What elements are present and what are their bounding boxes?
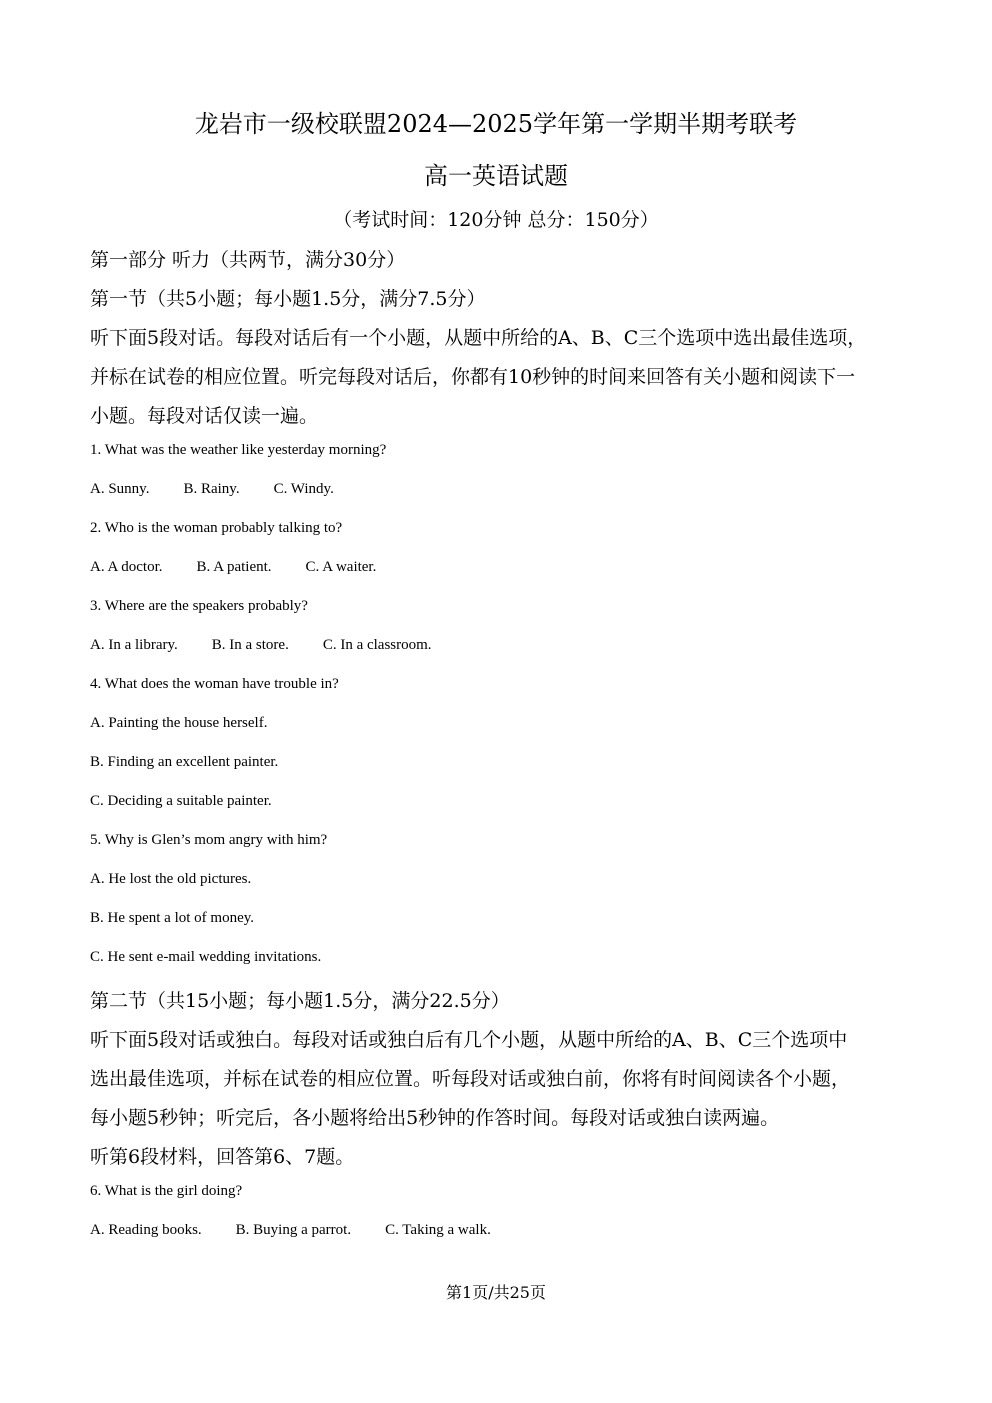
option-c: C. Windy. <box>273 481 334 497</box>
question-2-options <box>90 559 410 576</box>
option-b: B. A patient. <box>196 559 272 575</box>
section2-instruction-line: 每小题5秒钟；听完后，各小题将给出5秒钟的作答时间。每段对话或独白读两遍。 <box>90 1107 780 1129</box>
option-c: C. A waiter. <box>305 559 377 575</box>
option-c: C. Deciding a suitable painter. <box>90 793 272 809</box>
question-4: 4. What does the woman have trouble in? <box>90 676 339 692</box>
section2-instruction-line: 听下面5段对话或独白。每段对话或独白后有几个小题，从题中所给的A、B、C三个选项中 <box>90 1029 848 1051</box>
option-a: A. In a library. <box>90 637 178 653</box>
question-5: 5. Why is Glen’s mom angry with him? <box>90 832 328 848</box>
option-a: A. Painting the house herself. <box>90 715 268 731</box>
part1-heading: 第一部分 听力（共两节，满分30分） <box>90 249 406 271</box>
exam-info: （考试时间：120分钟 总分：150分） <box>333 209 659 231</box>
option-c: C. In a classroom. <box>322 637 432 653</box>
option-b: B. He spent a lot of money. <box>90 910 254 926</box>
question-1-options <box>90 481 368 498</box>
option-a: A. Reading books. <box>90 1222 202 1238</box>
page-subtitle: 高一英语试题 <box>424 162 568 190</box>
question-6-options <box>90 1222 525 1239</box>
page-number: 第1页/共25页 <box>446 1283 546 1302</box>
question-2: 2. Who is the woman probably talking to? <box>90 520 343 536</box>
option-b: B. In a store. <box>211 637 289 653</box>
option-c: C. He sent e-mail wedding invitations. <box>90 949 322 965</box>
option-a: A. He lost the old pictures. <box>90 871 252 887</box>
option-b: B. Finding an excellent painter. <box>90 754 279 770</box>
section2-instruction-line: 选出最佳选项，并标在试卷的相应位置。听每段对话或独白前，你将有时间阅读各个小题， <box>90 1068 851 1090</box>
question-3: 3. Where are the speakers probably? <box>90 598 308 614</box>
question-1: 1. What was the weather like yesterday morning? <box>90 442 387 458</box>
option-a: A. Sunny. <box>90 481 150 497</box>
option-b: B. Buying a parrot. <box>235 1222 352 1238</box>
section2-heading: 第二节（共15小题；每小题1.5分，满分22.5分） <box>90 990 510 1012</box>
material-6-heading: 听第6段材料，回答第6、7题。 <box>90 1146 355 1168</box>
question-3-options <box>90 637 466 654</box>
option-b: B. Rainy. <box>183 481 240 497</box>
page-title: 龙岩市一级校联盟2024—2025学年第一学期半期考联考 <box>194 110 798 138</box>
question-6: 6. What is the girl doing? <box>90 1183 243 1199</box>
section1-instruction-line: 并标在试卷的相应位置。听完每段对话后，你都有10秒钟的时间来回答有关小题和阅读下一 <box>90 366 856 388</box>
option-c: C. Taking a walk. <box>385 1222 491 1238</box>
section1-heading: 第一节（共5小题；每小题1.5分，满分7.5分） <box>90 288 486 310</box>
section1-instruction-line: 听下面5段对话。每段对话后有一个小题，从题中所给的A、B、C三个选项中选出最佳选项， <box>90 327 867 349</box>
section1-instruction-line: 小题。每段对话仅读一遍。 <box>90 405 319 427</box>
option-a: A. A doctor. <box>90 559 163 575</box>
